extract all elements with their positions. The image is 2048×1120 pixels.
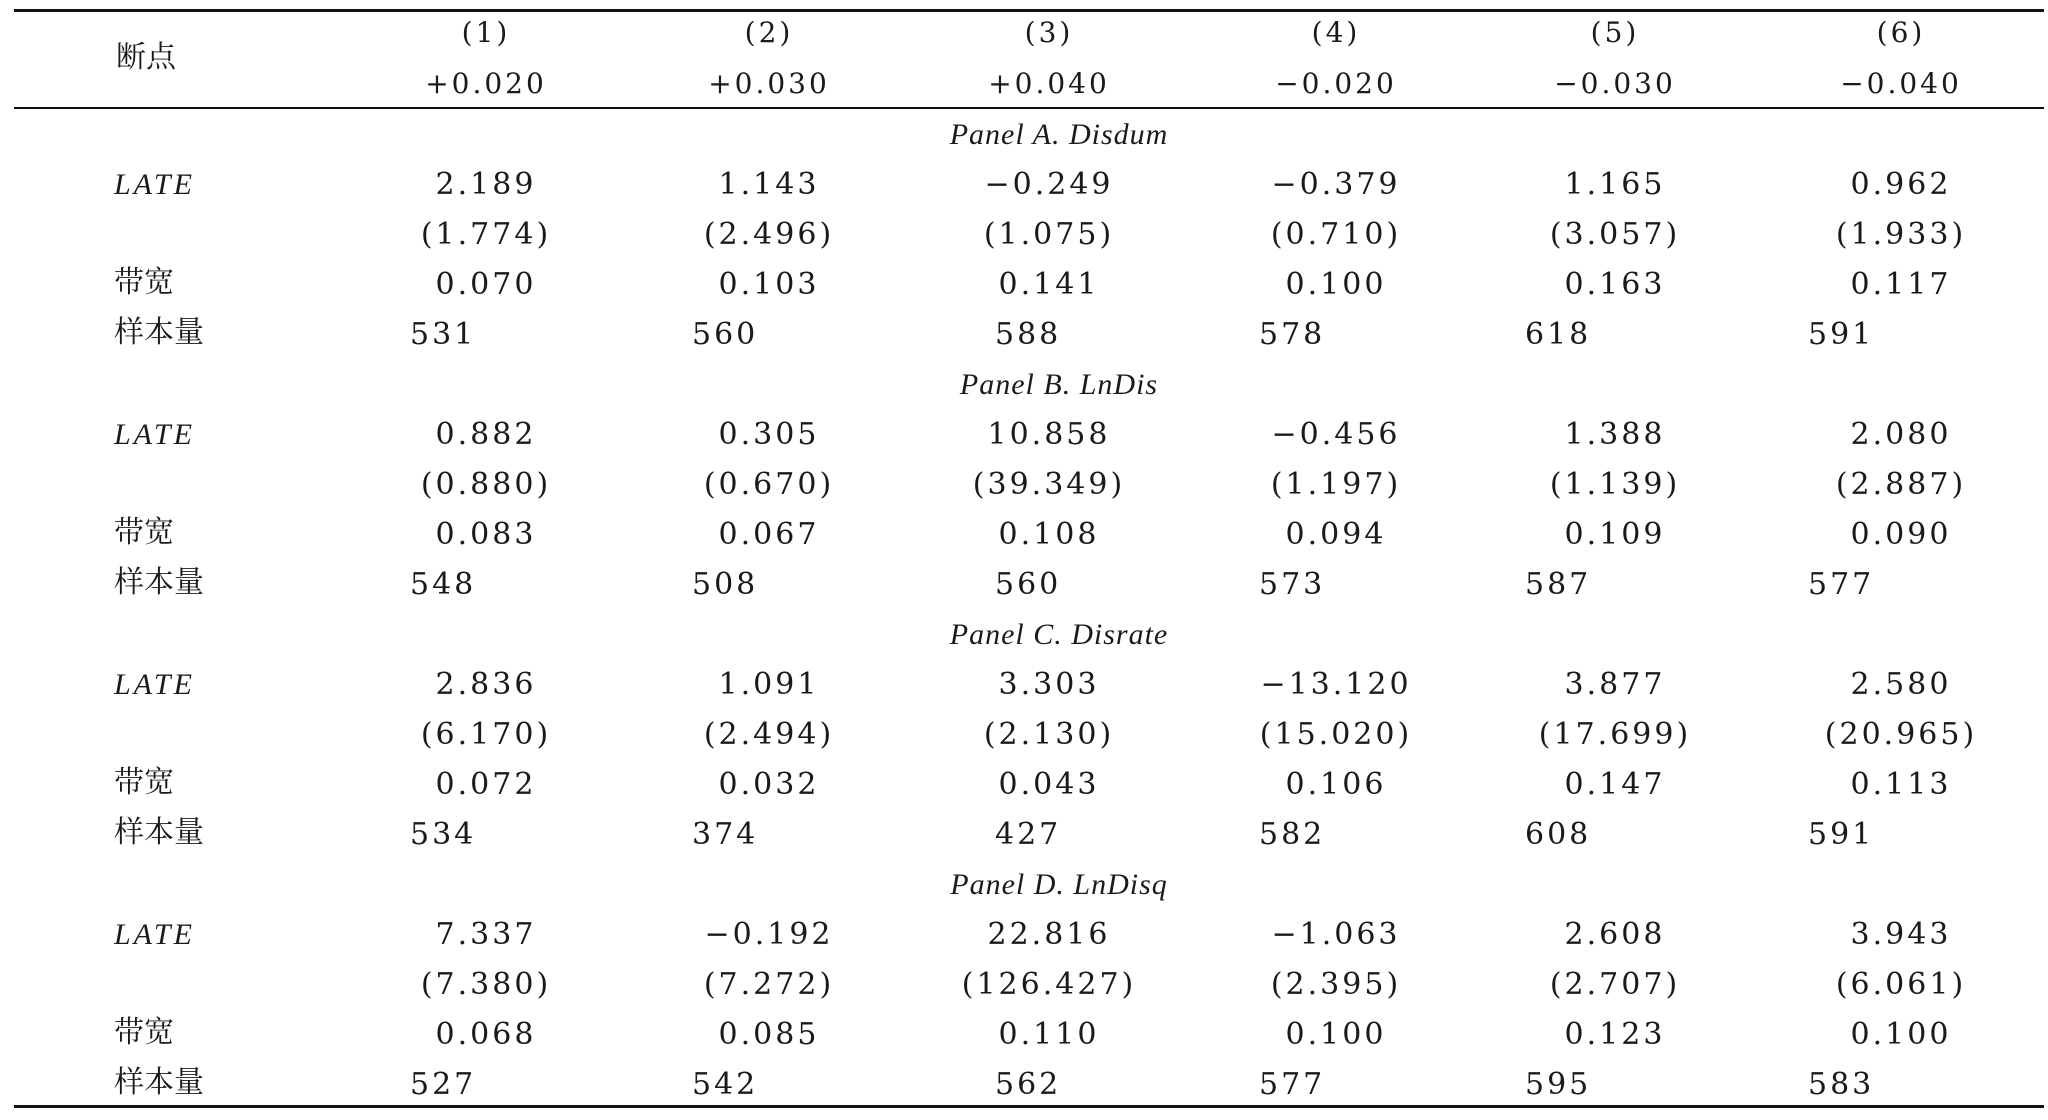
sample-size-value: 618 [1525,317,1592,352]
bandwidth-value: 0.141 [998,267,1100,302]
standard-error: (1.933) [1835,217,1967,252]
sample-size-value: 542 [692,1067,759,1102]
late-estimate: 1.143 [718,167,820,202]
top-rule [14,9,2044,12]
late-estimate: 1.091 [718,667,820,702]
row-label-late: LATE [114,168,195,201]
bandwidth-value: 0.090 [1850,517,1952,552]
standard-error: (6.170) [420,717,552,752]
row-label-bandwidth: 带宽 [114,1015,174,1050]
late-estimate: 2.608 [1564,917,1666,952]
panel-title: Panel D. LnDisq [950,868,1168,901]
row-label-bandwidth: 带宽 [114,265,174,300]
bandwidth-value: 0.163 [1564,267,1666,302]
sample-size-value: 591 [1808,817,1875,852]
sample-size-value: 582 [1259,817,1326,852]
bandwidth-value: 0.109 [1564,517,1666,552]
sample-size-value: 588 [995,317,1062,352]
sample-size-value: 587 [1525,567,1592,602]
bottom-rule [14,1105,2044,1108]
sample-size-value: 562 [995,1067,1062,1102]
sample-size-value: 534 [410,817,477,852]
panel-title: Panel A. Disdum [949,118,1169,151]
column-cutoff-3: +0.040 [988,67,1110,100]
late-estimate: 3.943 [1850,917,1952,952]
standard-error: (2.887) [1835,467,1967,502]
standard-error: (0.880) [420,467,552,502]
standard-error: (17.699) [1538,717,1692,752]
standard-error: (3.057) [1549,217,1681,252]
late-estimate: 3.877 [1564,667,1666,702]
bandwidth-value: 0.067 [718,517,820,552]
standard-error: (0.670) [703,467,835,502]
column-cutoff-2: +0.030 [708,67,830,100]
results-table [14,0,2044,1120]
bandwidth-value: 0.043 [998,767,1100,802]
column-cutoff-4: −0.020 [1275,67,1397,100]
late-estimate: 2.580 [1850,667,1952,702]
row-label-bandwidth: 带宽 [114,765,174,800]
late-estimate: 1.165 [1564,167,1666,202]
sample-size-value: 427 [995,817,1062,852]
column-cutoff-5: −0.030 [1554,67,1676,100]
header-rule [14,107,2044,109]
standard-error: (1.774) [420,217,552,252]
late-estimate: 22.816 [987,917,1111,952]
row-label-sample-size: 样本量 [114,1065,204,1100]
column-number-5: (5) [1590,16,1640,49]
column-number-6: (6) [1876,16,1926,49]
column-number-4: (4) [1311,16,1361,49]
late-estimate: 0.882 [435,417,537,452]
sample-size-value: 548 [410,567,477,602]
sample-size-value: 578 [1259,317,1326,352]
late-estimate: 0.305 [718,417,820,452]
sample-size-value: 573 [1259,567,1326,602]
standard-error: (15.020) [1259,717,1413,752]
standard-error: (2.496) [703,217,835,252]
sample-size-value: 374 [692,817,759,852]
standard-error: (1.197) [1270,467,1402,502]
sample-size-value: 608 [1525,817,1592,852]
bandwidth-value: 0.085 [718,1017,820,1052]
bandwidth-value: 0.113 [1850,767,1952,802]
bandwidth-value: 0.110 [998,1017,1100,1052]
sample-size-value: 595 [1525,1067,1592,1102]
late-estimate: −0.249 [984,167,1114,202]
breakpoint-header-label: 断点 [116,40,176,75]
standard-error: (2.395) [1270,967,1402,1002]
sample-size-value: 527 [410,1067,477,1102]
standard-error: (20.965) [1824,717,1978,752]
standard-error: (126.427) [961,967,1137,1002]
bandwidth-value: 0.072 [435,767,537,802]
sample-size-value: 560 [692,317,759,352]
row-label-bandwidth: 带宽 [114,515,174,550]
late-estimate: −0.456 [1271,417,1401,452]
sample-size-value: 508 [692,567,759,602]
late-estimate: 1.388 [1564,417,1666,452]
column-number-1: (1) [461,16,511,49]
bandwidth-value: 0.094 [1285,517,1387,552]
standard-error: (1.075) [983,217,1115,252]
standard-error: (1.139) [1549,467,1681,502]
row-label-late: LATE [114,668,195,701]
standard-error: (7.272) [703,967,835,1002]
standard-error: (2.494) [703,717,835,752]
standard-error: (2.707) [1549,967,1681,1002]
bandwidth-value: 0.070 [435,267,537,302]
column-number-3: (3) [1024,16,1074,49]
standard-error: (6.061) [1835,967,1967,1002]
standard-error: (39.349) [972,467,1126,502]
sample-size-value: 531 [410,317,477,352]
bandwidth-value: 0.117 [1850,267,1952,302]
sample-size-value: 560 [995,567,1062,602]
bandwidth-value: 0.108 [998,517,1100,552]
late-estimate: 2.836 [435,667,537,702]
panel-title: Panel B. LnDis [959,368,1159,401]
column-cutoff-6: −0.040 [1840,67,1962,100]
bandwidth-value: 0.068 [435,1017,537,1052]
sample-size-value: 583 [1808,1067,1875,1102]
bandwidth-value: 0.032 [718,767,820,802]
bandwidth-value: 0.100 [1285,1017,1387,1052]
late-estimate: −13.120 [1260,667,1412,702]
column-cutoff-1: +0.020 [425,67,547,100]
panel-title: Panel C. Disrate [949,618,1169,651]
late-estimate: 3.303 [998,667,1100,702]
late-estimate: −1.063 [1271,917,1401,952]
row-label-sample-size: 样本量 [114,565,204,600]
late-estimate: −0.192 [704,917,834,952]
bandwidth-value: 0.103 [718,267,820,302]
late-estimate: 10.858 [987,417,1111,452]
bandwidth-value: 0.147 [1564,767,1666,802]
sample-size-value: 591 [1808,317,1875,352]
late-estimate: 2.080 [1850,417,1952,452]
column-number-2: (2) [744,16,794,49]
standard-error: (7.380) [420,967,552,1002]
bandwidth-value: 0.106 [1285,767,1387,802]
bandwidth-value: 0.100 [1285,267,1387,302]
sample-size-value: 577 [1808,567,1875,602]
bandwidth-value: 0.100 [1850,1017,1952,1052]
late-estimate: 7.337 [435,917,537,952]
row-label-late: LATE [114,418,195,451]
row-label-late: LATE [114,918,195,951]
row-label-sample-size: 样本量 [114,315,204,350]
sample-size-value: 577 [1259,1067,1326,1102]
bandwidth-value: 0.123 [1564,1017,1666,1052]
bandwidth-value: 0.083 [435,517,537,552]
late-estimate: 0.962 [1850,167,1952,202]
row-label-sample-size: 样本量 [114,815,204,850]
standard-error: (2.130) [983,717,1115,752]
standard-error: (0.710) [1270,217,1402,252]
late-estimate: 2.189 [435,167,537,202]
late-estimate: −0.379 [1271,167,1401,202]
